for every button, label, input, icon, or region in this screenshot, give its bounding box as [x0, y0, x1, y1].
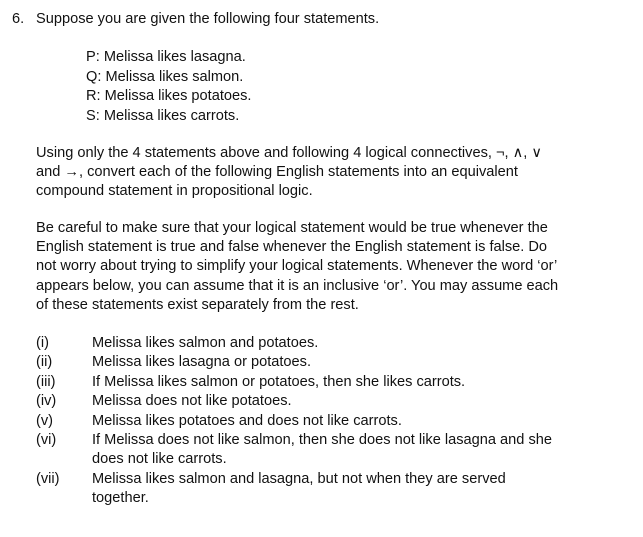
item-line: Melissa likes lasagna or potatoes. — [92, 354, 312, 371]
statement-p: P: Melissa likes lasagna. — [86, 49, 246, 65]
item-numeral: (vi) — [36, 432, 57, 449]
item-line: Melissa likes salmon and lasagna, but not when they are served — [92, 470, 506, 487]
item-text — [92, 373, 622, 392]
item-numeral: (ii) — [36, 354, 53, 371]
item-text — [92, 334, 622, 353]
item-line: Melissa likes salmon and potatoes. — [92, 335, 319, 351]
list-item — [36, 373, 622, 392]
item-text — [92, 470, 622, 509]
item-numeral: (vii) — [36, 470, 60, 487]
instructions-paragraph — [36, 144, 626, 202]
list-item — [36, 470, 622, 509]
question-number: 6. — [12, 11, 25, 27]
paragraph-line: of these statements exist separately from the rest. — [36, 296, 359, 313]
item-numeral: (i) — [36, 335, 49, 351]
paragraph-line: appears below, you can assume that it is an inclusive ‘or’. You may assume each — [36, 277, 559, 294]
item-line: Melissa likes potatoes and does not like carrots. — [92, 412, 402, 429]
question-intro: Suppose you are given the following four statements. — [36, 11, 380, 27]
list-item — [36, 392, 622, 411]
caution-paragraph — [36, 219, 626, 315]
statement-q: Q: Melissa likes salmon. — [86, 68, 244, 85]
item-text — [92, 431, 622, 470]
list-item — [36, 412, 622, 431]
list-item — [36, 431, 622, 470]
item-text — [92, 412, 622, 431]
list-item — [36, 353, 622, 372]
statement-list — [86, 48, 251, 126]
item-text — [92, 392, 622, 411]
paragraph-line: compound statement in propositional logic. — [36, 183, 313, 200]
item-list — [36, 334, 622, 509]
paragraph-line: Using only the 4 statements above and following 4 logical connectives, ¬, ∧, ∨ — [36, 145, 543, 161]
list-item — [36, 334, 622, 353]
item-text — [92, 353, 622, 372]
item-line: If Melissa likes salmon or potatoes, then she likes carrots. — [92, 373, 466, 390]
paragraph-line: and →, convert each of the following English statements into an equivalent — [36, 164, 518, 181]
statement-r: R: Melissa likes potatoes. — [86, 88, 252, 104]
item-line: does not like carrots. — [92, 451, 227, 468]
item-line: together. — [92, 490, 149, 507]
paragraph-line: English statement is true and false whenever the English statement is false. Do — [36, 239, 548, 256]
item-line: If Melissa does not like salmon, then she does not like lasagna and she — [92, 432, 552, 449]
paragraph-line: Be careful to make sure that your logical statement would be true whenever the — [36, 220, 548, 236]
paragraph-line: not worry about trying to simplify your logical statements. Whenever the word ‘or’ — [36, 258, 558, 275]
item-numeral: (v) — [36, 412, 54, 429]
item-line: Melissa does not like potatoes. — [92, 393, 292, 410]
statement-s: S: Melissa likes carrots. — [86, 107, 240, 124]
item-numeral: (iii) — [36, 373, 56, 390]
item-numeral: (iv) — [36, 393, 57, 410]
